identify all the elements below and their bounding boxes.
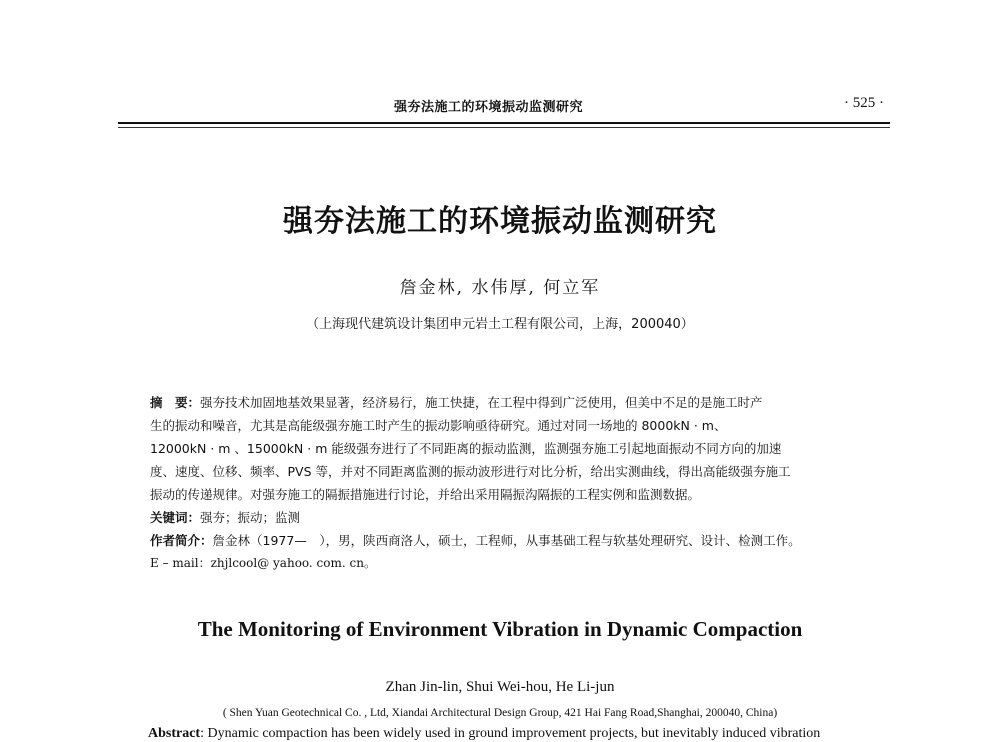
author-bio-cn-label: 作者简介： [150,533,213,548]
authors-cn: 詹金林, 水伟厚, 何立军 [399,278,601,298]
abstract-en [148,726,868,742]
abstract-cn-label: 摘 要： [150,395,201,410]
affiliation-en: ( Shen Yuan Geotechnical Co. , Ltd, Xiandai Architectural Design Group, 421 Hai Fang Road,Shanghai, 200040, China) [222,707,778,719]
abstract-block-cn [150,391,862,575]
paper-title-en: The Monitoring of Environment Vibration in Dynamic Compaction [197,617,803,641]
paper-title-cn: 强夯法施工的环境振动监测研究 [283,204,717,239]
running-header [118,96,890,120]
header-rule-thick [118,122,890,124]
abstract-cn-text: 强夯技术加固地基效果显著，经济易行，施工快捷，在工程中得到广泛使用，但美中不足的是施工时产 [200,395,763,410]
author-email: E – mail：zhjlcool@ yahoo. com. cn。 [150,556,376,570]
header-rule-thin [118,127,890,128]
abstract-en-label: Abstract [148,726,201,741]
affiliation-cn: （上海现代建筑设计集团申元岩土工程有限公司，上海，200040） [306,317,694,332]
keywords-cn-label: 关键词： [150,510,201,525]
running-title: 强夯法施工的环境振动监测研究 [394,100,584,115]
abstract-cn-line-4: 度、速度、位移、频率、PVS 等，并对不同距离监测的振动波形进行对比分析，给出实测曲线，得出高能级强夯施工 [150,464,791,479]
author-bio-cn-value: 詹金林（1977— ），男，陕西商洛人，硕士，工程师，从事基础工程与软基处理研究、设计、检测工作。 [212,533,801,548]
authors-en: Zhan Jin-lin, Shui Wei-hou, He Li-jun [385,679,615,695]
author-bio-cn [150,529,862,552]
abstract-cn-line-1 [150,391,862,414]
page-number: · 525 · [844,95,884,111]
abstract-cn-line-3: 12000kN · m 、15000kN · m 能级强夯进行了不同距离的振动监测，监测强夯施工引起地面振动不同方向的加速 [150,441,782,456]
abstract-en-text: : Dynamic compaction has been widely used in ground improvement projects, but inevitably induced vibration [200,726,821,741]
abstract-cn-line-2: 生的振动和噪音，尤其是高能级强夯施工时产生的振动影响亟待研究。通过对同一场地的 8000kN · m、 [150,418,727,433]
keywords-cn-value: 强夯；振动；监测 [200,510,301,525]
abstract-cn-line-5: 振动的传递规律。对强夯施工的隔振措施进行讨论，并给出采用隔振沟隔振的工程实例和监测数据。 [150,487,701,502]
keywords-cn [150,506,862,529]
